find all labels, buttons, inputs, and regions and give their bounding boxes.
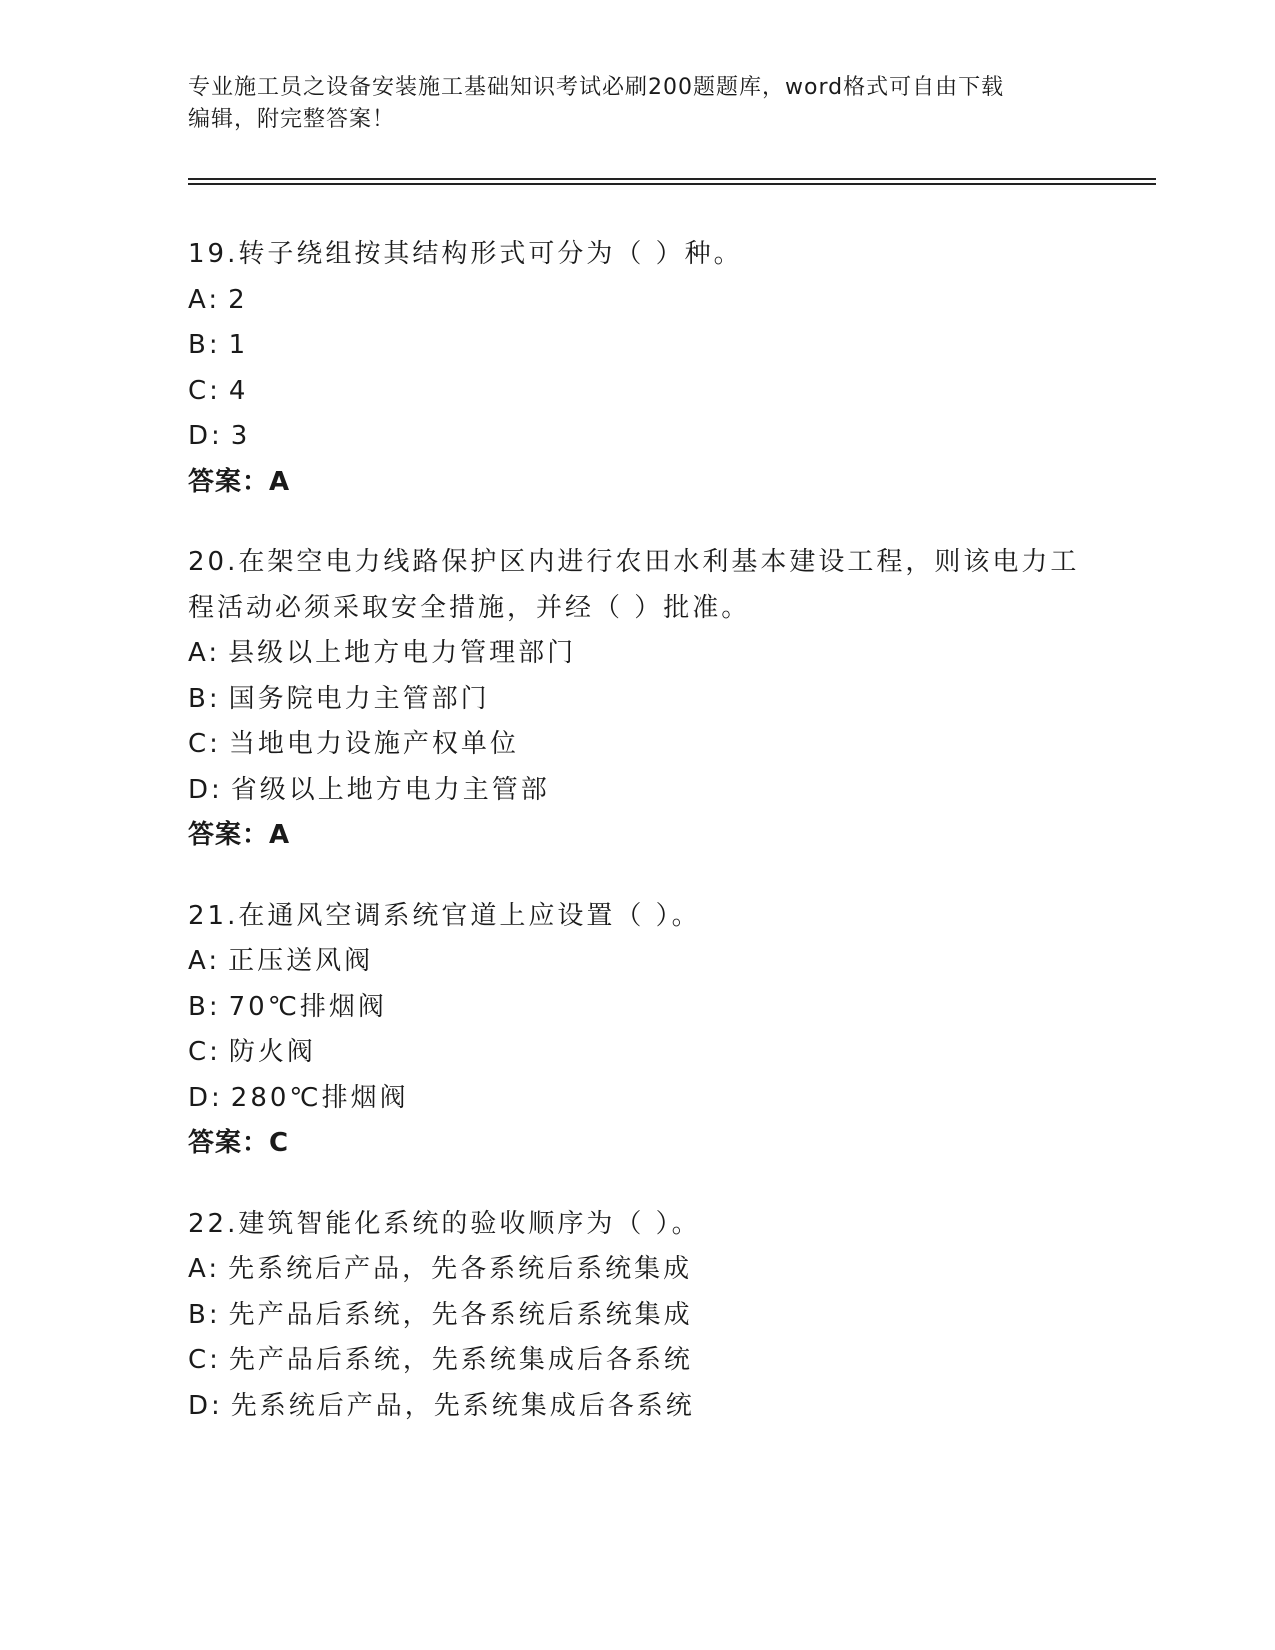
option-text: 70℃排烟阀 — [228, 991, 387, 1022]
option-text: 正压送风阀 — [228, 946, 374, 976]
option-text: 2 — [228, 284, 248, 315]
option-d — [188, 1384, 1088, 1430]
option-letter: B: — [188, 330, 221, 360]
question-19 — [188, 232, 1088, 505]
option-text: 先产品后系统，先系统集成后各系统 — [228, 1345, 693, 1375]
option-c — [188, 1338, 1088, 1384]
option-b — [188, 677, 1088, 723]
option-d — [188, 1076, 1088, 1122]
option-letter: A: — [188, 1254, 221, 1284]
answer-line: 答案：A — [188, 820, 291, 850]
option-text: 4 — [228, 375, 249, 406]
option-letter: D: — [188, 774, 223, 805]
option-letter: B: — [188, 683, 221, 714]
option-b — [188, 985, 1088, 1031]
document-header — [188, 72, 1068, 136]
option-b — [188, 1293, 1088, 1339]
option-text: 先产品后系统，先各系统后系统集成 — [228, 1299, 693, 1330]
question-stem: 22.建筑智能化系统的验收顺序为（ ）。 — [188, 1208, 701, 1239]
option-a — [188, 631, 1088, 677]
option-text: 280℃排烟阀 — [230, 1082, 409, 1113]
option-text: 防火阀 — [228, 1037, 316, 1067]
header-divider-top — [188, 178, 1156, 180]
option-letter: D: — [188, 1082, 223, 1113]
option-c — [188, 369, 1088, 415]
question-stem-continued: 程活动必须采取安全措施，并经（ ）批准。 — [188, 592, 751, 623]
question-stem: 20.在架空电力线路保护区内进行农田水利基本建设工程，则该电力工 — [188, 547, 1080, 577]
option-text: 先系统后产品，先各系统后系统集成 — [228, 1254, 693, 1284]
option-c — [188, 722, 1088, 768]
header-line-1: 专业施工员之设备安装施工基础知识考试必刷200题题库，word格式可自由下载 — [188, 75, 1005, 100]
option-text: 3 — [230, 421, 251, 451]
option-letter: C: — [188, 1345, 221, 1375]
option-d — [188, 768, 1088, 814]
option-text: 国务院电力主管部门 — [228, 683, 490, 714]
option-text: 县级以上地方电力管理部门 — [228, 638, 577, 668]
option-d — [188, 414, 1088, 460]
option-b — [188, 323, 1088, 369]
option-a — [188, 939, 1088, 985]
header-divider-bottom — [188, 183, 1156, 185]
option-text: 当地电力设施产权单位 — [228, 729, 519, 759]
option-text: 1 — [228, 330, 249, 360]
answer-line: 答案：A — [188, 466, 291, 497]
question-list — [188, 232, 1088, 1464]
question-21 — [188, 894, 1088, 1167]
option-letter: B: — [188, 991, 221, 1022]
option-letter: A: — [188, 638, 221, 668]
option-text: 省级以上地方电力主管部 — [230, 774, 550, 805]
option-letter: A: — [188, 946, 221, 976]
question-22 — [188, 1202, 1088, 1430]
option-a — [188, 1247, 1088, 1293]
option-letter: C: — [188, 1037, 221, 1067]
header-line-2: 编辑，附完整答案！ — [188, 107, 396, 132]
option-letter: C: — [188, 375, 221, 406]
option-letter: D: — [188, 421, 223, 451]
option-letter: B: — [188, 1299, 221, 1330]
option-c — [188, 1030, 1088, 1076]
option-letter: A: — [188, 284, 221, 315]
option-letter: D: — [188, 1390, 223, 1421]
option-letter: C: — [188, 729, 221, 759]
question-20 — [188, 540, 1088, 859]
answer-line: 答案：C — [188, 1128, 290, 1158]
question-stem: 19.转子绕组按其结构形式可分为（ ）种。 — [188, 239, 743, 269]
option-text: 先系统后产品，先系统集成后各系统 — [230, 1390, 695, 1421]
option-a — [188, 278, 1088, 324]
question-stem: 21.在通风空调系统官道上应设置（ ）。 — [188, 900, 701, 931]
